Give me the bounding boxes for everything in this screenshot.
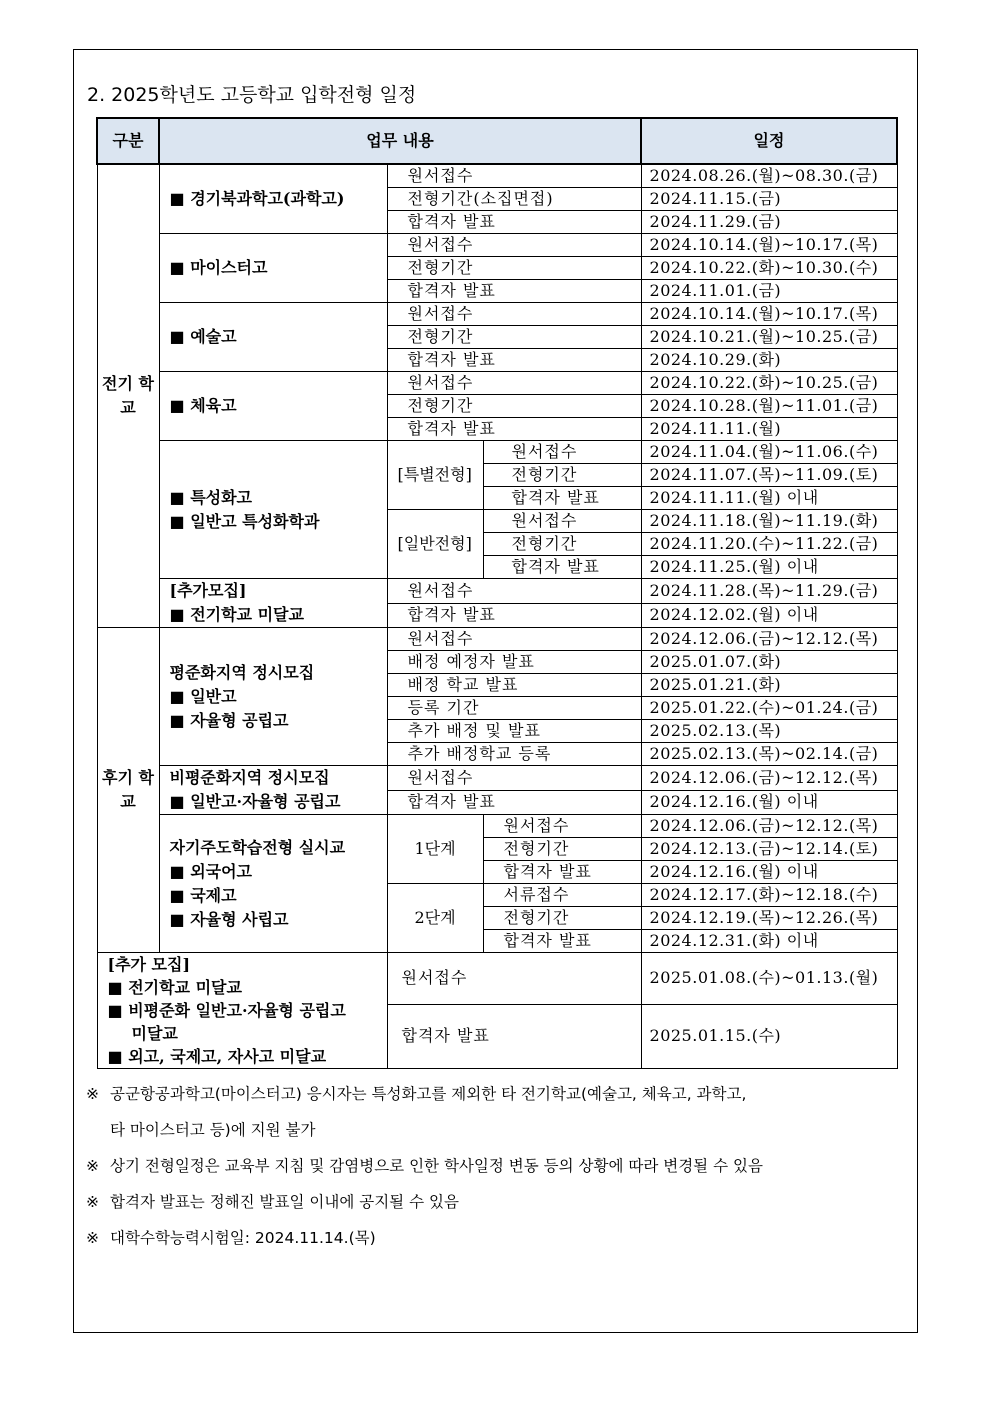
table-row bbox=[97, 372, 897, 395]
date-cell: 2024.12.13.(금)~12.14.(토) bbox=[641, 838, 897, 861]
general-track-label: [일반전형] bbox=[387, 510, 483, 579]
task-cell: 원서접수 bbox=[483, 441, 641, 464]
note-item: ※ 공군항공과학고(마이스터고) 응시자는 특성화고를 제외한 타 전기학교(예술고, 체육고, 과학고, bbox=[86, 1080, 906, 1116]
date-cell: 2025.01.21.(화) bbox=[641, 674, 897, 697]
date-cell: 2024.11.11.(월) bbox=[641, 418, 897, 441]
date-cell: 2024.12.17.(화)~12.18.(수) bbox=[641, 884, 897, 907]
group-early-extra: [추가모집] ■ 전기학교 미달교 bbox=[159, 579, 387, 628]
stage2-label: 2단계 bbox=[387, 884, 483, 953]
group-sports: ■ 체육고 bbox=[159, 372, 387, 441]
group-nonequalized: 비평준화지역 정시모집 ■ 일반고·자율형 공립고 bbox=[159, 766, 387, 815]
table-row bbox=[97, 766, 897, 791]
task-cell: 서류접수 bbox=[483, 884, 641, 907]
date-cell: 2024.10.29.(화) bbox=[641, 349, 897, 372]
note-mark: ※ bbox=[86, 1157, 99, 1175]
date-cell: 2025.01.07.(화) bbox=[641, 651, 897, 674]
task-cell: 전형기간 bbox=[387, 326, 641, 349]
note-mark: ※ bbox=[86, 1193, 99, 1211]
date-cell: 2024.11.11.(월) 이내 bbox=[641, 487, 897, 510]
task-cell: 합격자 발표 bbox=[387, 603, 641, 628]
date-cell: 2024.10.14.(월)~10.17.(목) bbox=[641, 303, 897, 326]
table-row bbox=[97, 815, 897, 838]
header-category: 구분 bbox=[97, 118, 159, 164]
note-item: ※ 합격자 발표는 정해진 발표일 이내에 공지될 수 있음 bbox=[86, 1188, 906, 1224]
task-cell: 배정 학교 발표 bbox=[387, 674, 641, 697]
date-cell: 2024.10.28.(월)~11.01.(금) bbox=[641, 395, 897, 418]
task-cell: 합격자 발표 bbox=[387, 280, 641, 303]
task-cell: 합격자 발표 bbox=[483, 487, 641, 510]
task-cell: 전형기간 bbox=[483, 838, 641, 861]
date-cell: 2025.02.13.(목) bbox=[641, 720, 897, 743]
table-row bbox=[97, 441, 897, 464]
note-item: ※ 대학수학능력시험일: 2024.11.14.(목) bbox=[86, 1224, 906, 1260]
date-cell: 2024.10.14.(월)~10.17.(목) bbox=[641, 234, 897, 257]
notes-section bbox=[86, 1080, 906, 1260]
group-special: ■ 특성화고 ■ 일반고 특성화학과 bbox=[159, 441, 387, 579]
date-cell: 2025.01.08.(수)~01.13.(월) bbox=[641, 953, 897, 1005]
date-cell: 2024.08.26.(월)~08.30.(금) bbox=[641, 164, 897, 188]
group-equalized: 평준화지역 정시모집 ■ 일반고 ■ 자율형 공립고 bbox=[159, 628, 387, 766]
note-mark: ※ bbox=[86, 1229, 99, 1247]
date-cell: 2024.12.02.(월) 이내 bbox=[641, 603, 897, 628]
task-cell: 배정 예정자 발표 bbox=[387, 651, 641, 674]
special-track-label: [특별전형] bbox=[387, 441, 483, 510]
header-work: 업무 내용 bbox=[159, 118, 641, 164]
task-cell: 전형기간(소집면접) bbox=[387, 188, 641, 211]
date-cell: 2024.11.15.(금) bbox=[641, 188, 897, 211]
task-cell: 등록 기간 bbox=[387, 697, 641, 720]
date-cell: 2024.12.19.(목)~12.26.(목) bbox=[641, 907, 897, 930]
task-cell: 전형기간 bbox=[483, 464, 641, 487]
date-cell: 2024.10.22.(화)~10.30.(수) bbox=[641, 257, 897, 280]
date-cell: 2024.12.06.(금)~12.12.(목) bbox=[641, 628, 897, 651]
date-cell: 2024.10.22.(화)~10.25.(금) bbox=[641, 372, 897, 395]
task-cell: 합격자 발표 bbox=[387, 1004, 641, 1068]
date-cell: 2025.01.15.(수) bbox=[641, 1004, 897, 1068]
date-cell: 2024.10.21.(월)~10.25.(금) bbox=[641, 326, 897, 349]
table-row bbox=[97, 628, 897, 651]
date-cell: 2024.11.07.(목)~11.09.(토) bbox=[641, 464, 897, 487]
date-cell: 2024.11.28.(목)~11.29.(금) bbox=[641, 579, 897, 604]
task-cell: 합격자 발표 bbox=[387, 211, 641, 234]
task-cell: 전형기간 bbox=[387, 257, 641, 280]
table-row bbox=[97, 164, 897, 188]
task-cell: 전형기간 bbox=[483, 533, 641, 556]
note-item-continued: 타 마이스터고 등)에 지원 불가 bbox=[110, 1121, 316, 1139]
table-header-row bbox=[97, 118, 897, 164]
task-cell: 원서접수 bbox=[387, 234, 641, 257]
task-cell: 원서접수 bbox=[387, 628, 641, 651]
task-cell: 원서접수 bbox=[483, 510, 641, 533]
task-cell: 원서접수 bbox=[387, 766, 641, 791]
task-cell: 원서접수 bbox=[387, 372, 641, 395]
group-meister: ■ 마이스터고 bbox=[159, 234, 387, 303]
table-row bbox=[97, 234, 897, 257]
task-cell: 원서접수 bbox=[387, 164, 641, 188]
task-cell: 원서접수 bbox=[387, 579, 641, 604]
date-cell: 2024.11.25.(월) 이내 bbox=[641, 556, 897, 579]
date-cell: 2024.11.29.(금) bbox=[641, 211, 897, 234]
table-row bbox=[97, 953, 897, 1005]
date-cell: 2025.01.22.(수)~01.24.(금) bbox=[641, 697, 897, 720]
date-cell: 2024.12.06.(금)~12.12.(목) bbox=[641, 766, 897, 791]
task-cell: 합격자 발표 bbox=[387, 790, 641, 815]
group-final-extra: [추가 모집] ■ 전기학교 미달교 ■ 비평준화 일반고·자율형 공립고 미달교 ■ 외고, 국제고, 자사고 미달교 bbox=[97, 953, 387, 1069]
date-cell: 2024.11.18.(월)~11.19.(화) bbox=[641, 510, 897, 533]
task-cell: 추가 배정 및 발표 bbox=[387, 720, 641, 743]
date-cell: 2024.11.20.(수)~11.22.(금) bbox=[641, 533, 897, 556]
admission-schedule-table bbox=[96, 117, 898, 1069]
task-cell: 원서접수 bbox=[387, 953, 641, 1005]
task-cell: 전형기간 bbox=[387, 395, 641, 418]
task-cell: 합격자 발표 bbox=[483, 930, 641, 953]
task-cell: 합격자 발표 bbox=[483, 861, 641, 884]
task-cell: 전형기간 bbox=[483, 907, 641, 930]
group-selfdirected: 자기주도학습전형 실시교 ■ 외국어고 ■ 국제고 ■ 자율형 사립고 bbox=[159, 815, 387, 953]
date-cell: 2024.12.16.(월) 이내 bbox=[641, 790, 897, 815]
date-cell: 2024.12.06.(금)~12.12.(목) bbox=[641, 815, 897, 838]
task-cell: 원서접수 bbox=[483, 815, 641, 838]
category-early: 전기 학교 bbox=[97, 164, 159, 628]
date-cell: 2024.12.16.(월) 이내 bbox=[641, 861, 897, 884]
date-cell: 2024.11.01.(금) bbox=[641, 280, 897, 303]
table-row bbox=[97, 579, 897, 604]
task-cell: 추가 배정학교 등록 bbox=[387, 743, 641, 766]
table-row bbox=[97, 303, 897, 326]
header-schedule: 일정 bbox=[641, 118, 897, 164]
category-late: 후기 학교 bbox=[97, 628, 159, 953]
stage1-label: 1단계 bbox=[387, 815, 483, 884]
task-cell: 합격자 발표 bbox=[387, 418, 641, 441]
task-cell: 원서접수 bbox=[387, 303, 641, 326]
note-mark: ※ bbox=[86, 1085, 99, 1103]
section-title: 2. 2025학년도 고등학교 입학전형 일정 bbox=[87, 84, 417, 106]
date-cell: 2024.12.31.(화) 이내 bbox=[641, 930, 897, 953]
task-cell: 합격자 발표 bbox=[483, 556, 641, 579]
date-cell: 2025.02.13.(목)~02.14.(금) bbox=[641, 743, 897, 766]
group-arts: ■ 예술고 bbox=[159, 303, 387, 372]
date-cell: 2024.11.04.(월)~11.06.(수) bbox=[641, 441, 897, 464]
note-item: ※ 상기 전형일정은 교육부 지침 및 감염병으로 인한 학사일정 변동 등의 상황에 따라 변경될 수 있음 bbox=[86, 1152, 906, 1188]
group-science: ■ 경기북과학고(과학고) bbox=[159, 164, 387, 234]
task-cell: 합격자 발표 bbox=[387, 349, 641, 372]
